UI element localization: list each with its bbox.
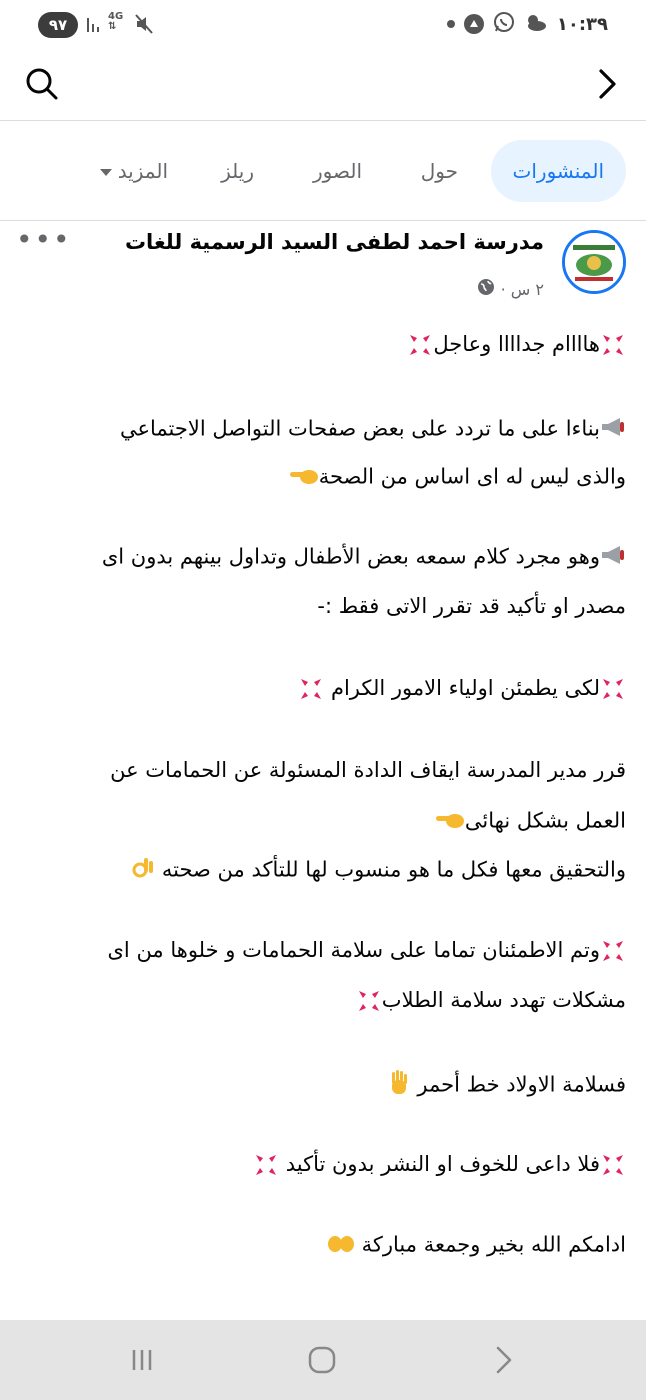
top-navigation xyxy=(0,50,646,118)
post-line-text: والذى ليس له اى اساس من الصحة xyxy=(318,464,626,489)
anger-symbol-icon xyxy=(600,332,626,358)
post-line xyxy=(131,856,626,885)
post-line xyxy=(108,938,627,964)
status-bar xyxy=(0,0,646,50)
post-meta xyxy=(477,278,544,300)
pointing-hand-icon xyxy=(289,464,319,491)
post-line-text: هاااام جداااا وعاجل xyxy=(433,332,600,356)
tabs-divider xyxy=(0,220,646,221)
post-line-text: العمل بشكل نهائى xyxy=(464,808,626,833)
post-line xyxy=(435,808,626,835)
post-line-text: والتحقيق معها فكل ما هو منسوب لها للتأكد من صحته xyxy=(161,857,626,882)
anger-symbol-icon xyxy=(600,938,626,964)
anger-symbol-icon xyxy=(298,676,324,702)
post-line-text: وهو مجرد كلام سمعه بعض الأطفال وتداول بينهم بدون اى xyxy=(101,544,600,569)
post-line xyxy=(289,464,626,491)
signal-icon xyxy=(86,14,104,38)
tab-posts[interactable] xyxy=(491,140,626,202)
more-dots-icon[interactable]: ••• xyxy=(16,223,72,256)
battery-indicator: ٩٧ xyxy=(38,12,78,38)
anger-symbol-icon xyxy=(407,332,433,358)
pointing-hand-icon xyxy=(435,808,465,835)
post-line-text: لكى يطمئن اولياء الامور الكرام xyxy=(330,676,600,700)
recent-apps-icon[interactable] xyxy=(118,1338,166,1382)
post-line-text: مصدر او تأكيد قد تقرر الاتى فقط :- xyxy=(317,594,626,618)
tab-about-label: حول xyxy=(420,159,458,183)
post-line-text: بناءا على ما تردد على بعض صفحات التواصل الاجتماعي xyxy=(119,416,600,441)
post-line xyxy=(110,758,626,782)
whatsapp-icon xyxy=(493,11,515,37)
post-line-text: وتم الاطمئنان تماما على سلامة الحمامات و خلوها من اى xyxy=(107,938,600,962)
post-line xyxy=(327,1232,626,1259)
page-name[interactable]: مدرسة احمد لطفى السيد الرسمية للغات xyxy=(124,230,544,254)
profile-tabs xyxy=(0,140,646,204)
post-header xyxy=(0,222,646,312)
globe-icon xyxy=(477,278,495,300)
back-icon[interactable] xyxy=(480,1338,528,1382)
post-line xyxy=(298,676,626,702)
megaphone-icon xyxy=(600,544,626,571)
tab-about[interactable] xyxy=(421,140,458,202)
tab-reels[interactable] xyxy=(221,140,254,202)
search-icon[interactable] xyxy=(24,66,60,102)
mute-icon xyxy=(134,13,154,39)
post-line-text: قرر مدير المدرسة ايقاف الدادة المسئولة عن الحمامات عن xyxy=(110,758,626,782)
post-line-text: فلا داعى للخوف او النشر بدون تأكيد xyxy=(285,1152,600,1176)
system-navigation-bar xyxy=(0,1320,646,1400)
header-divider xyxy=(0,120,646,121)
anger-symbol-icon xyxy=(253,1152,279,1178)
weather-icon xyxy=(524,12,548,36)
anger-symbol-icon xyxy=(600,1152,626,1178)
post-line xyxy=(387,1070,626,1101)
tab-more[interactable] xyxy=(100,140,168,202)
anger-symbol-icon xyxy=(356,988,382,1014)
post-line-text: فسلامة الاولاد خط أحمر xyxy=(417,1072,626,1097)
network-type: 4G ⇅ xyxy=(108,11,124,32)
megaphone-icon xyxy=(600,416,626,443)
avatar[interactable] xyxy=(562,230,626,294)
tab-more-label: المزيد xyxy=(117,159,168,183)
post-line-text: مشكلات تهدد سلامة الطلاب xyxy=(381,988,626,1012)
anger-symbol-icon xyxy=(600,676,626,702)
post-time: ٢ س · xyxy=(500,279,544,299)
clock: ١٠:٣٩ xyxy=(556,13,608,35)
data-saver-icon xyxy=(464,14,484,34)
ok-hand-icon xyxy=(131,856,155,885)
raised-hand-icon xyxy=(387,1070,411,1101)
tab-posts-label: المنشورات xyxy=(512,159,604,183)
tab-photos[interactable] xyxy=(313,140,362,202)
notification-dot-icon xyxy=(447,20,455,28)
tab-photos-label: الصور xyxy=(313,159,362,183)
home-icon[interactable] xyxy=(298,1338,346,1382)
open-hands-icon xyxy=(327,1232,355,1259)
chevron-right-icon[interactable] xyxy=(592,66,622,102)
post-line xyxy=(407,332,626,358)
post-line xyxy=(120,416,626,443)
post-line xyxy=(102,544,626,571)
post-line-text: ادامكم الله بخير وجمعة مباركة xyxy=(361,1232,626,1257)
network-label: 4G xyxy=(108,11,124,22)
status-right xyxy=(447,11,608,37)
post-line xyxy=(253,1152,626,1178)
tab-reels-label: ريلز xyxy=(221,159,254,183)
post-line xyxy=(317,594,626,618)
caret-down-icon xyxy=(100,169,112,176)
post-line xyxy=(356,988,626,1014)
